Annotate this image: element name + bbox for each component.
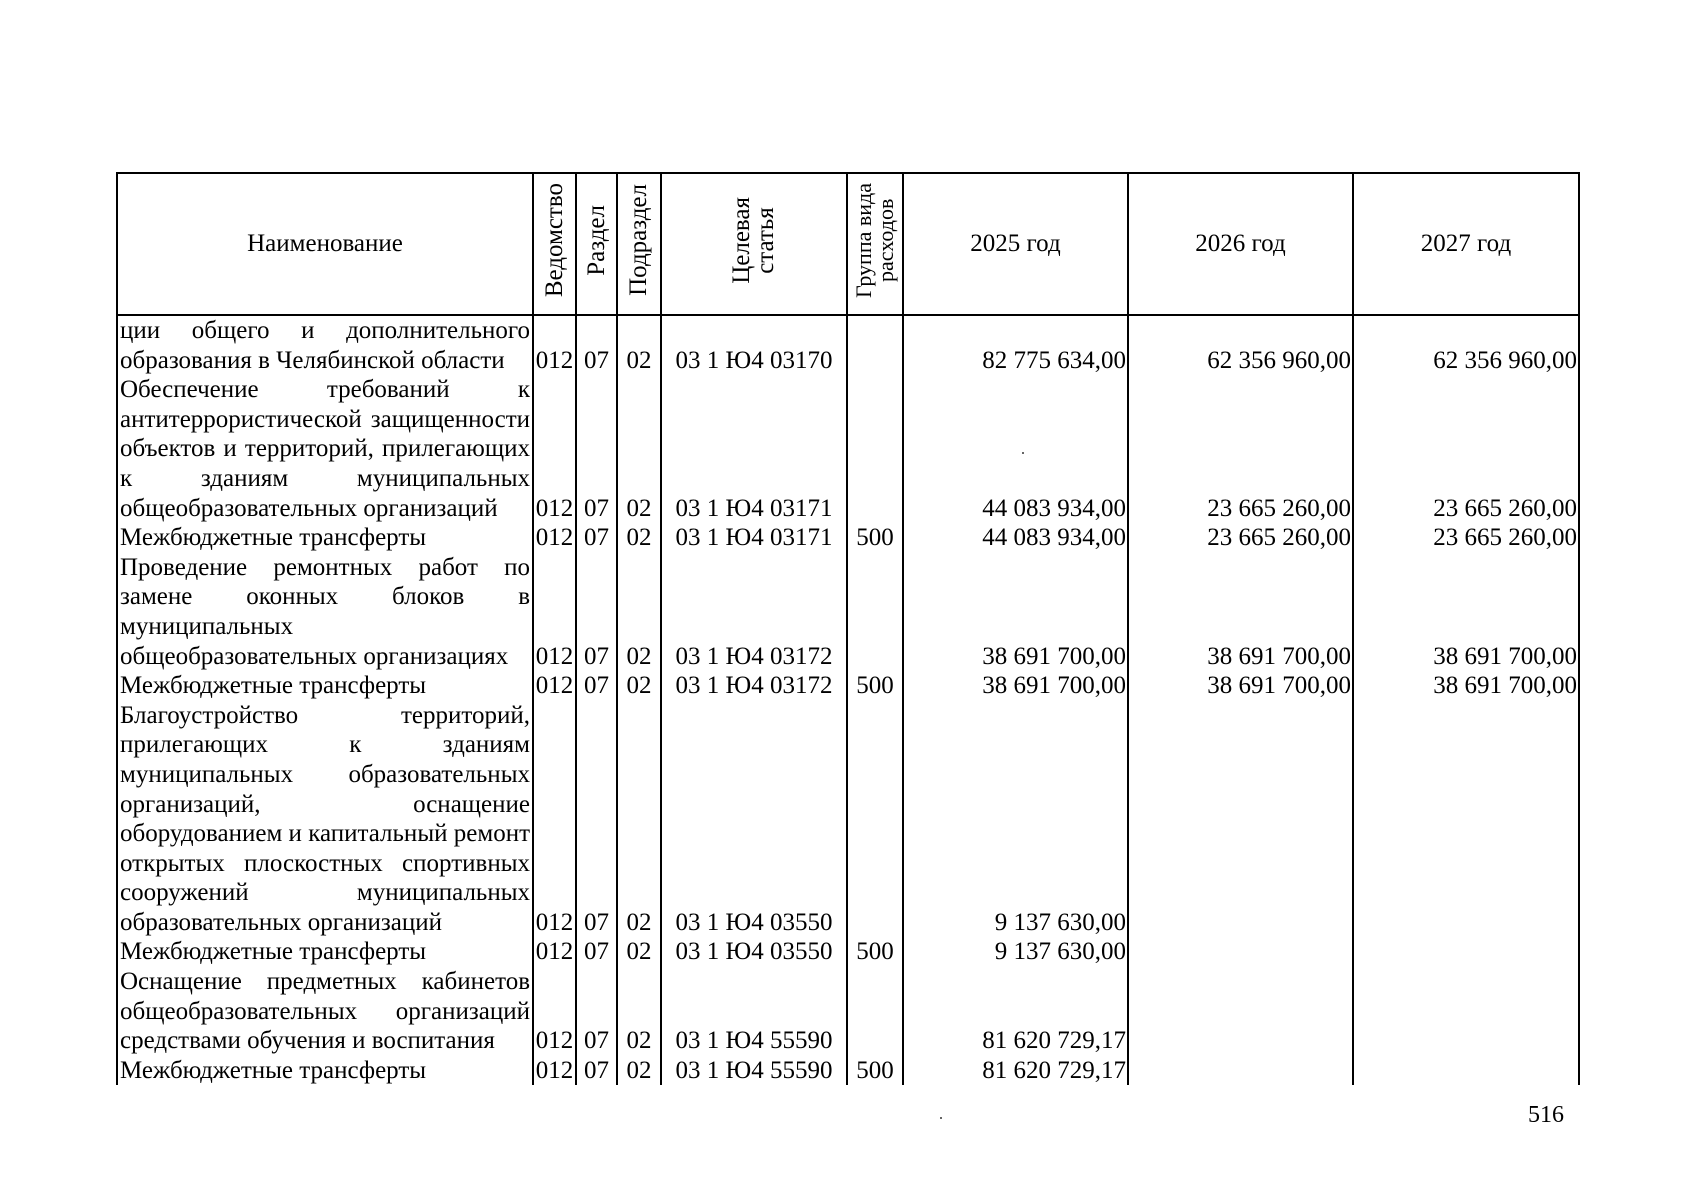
row-value-2027: 62 356 960,00 <box>1433 346 1577 374</box>
table-row <box>117 937 1579 967</box>
row-name: Межбюджетные трансферты <box>120 938 427 966</box>
row-name: Благоустройство территорий, прилегающих к зданиям муниципальных образовательных организаций, оснащение оборудованием и капитальный ремонт открытых плоскостных спортивных сооружений муниципальных образовательных организаций <box>120 701 530 936</box>
header-row <box>117 173 1579 315</box>
cell-podrazdel <box>617 937 661 967</box>
header-target-line2: статья <box>752 206 779 274</box>
row-value-2025: 82 775 634,00 <box>982 346 1126 374</box>
header-year-2025 <box>903 173 1128 315</box>
row-razdel: 07 <box>584 346 609 374</box>
row-value-2025: 38 691 700,00 <box>982 672 1126 700</box>
cell-vedomstvo <box>533 375 576 523</box>
row-podrazdel: 02 <box>626 494 652 522</box>
row-target-article: 03 1 Ю4 03170 <box>675 346 833 374</box>
row-podrazdel: 02 <box>626 1056 652 1084</box>
cell-expense-group <box>847 375 903 523</box>
row-value-2025: 44 083 934,00 <box>982 494 1126 522</box>
cell-podrazdel <box>617 671 661 701</box>
cell-2027 <box>1353 375 1579 523</box>
cell-name <box>117 1056 533 1086</box>
row-value-2025: 81 620 729,17 <box>982 1056 1126 1084</box>
cell-target-article <box>661 967 847 1056</box>
header-podrazdel-label: Подраздел <box>625 184 652 297</box>
table-row <box>117 671 1579 701</box>
cell-2025 <box>903 1056 1128 1086</box>
header-vedomstvo <box>533 173 576 315</box>
scan-dot <box>1022 452 1024 454</box>
cell-podrazdel <box>617 553 661 671</box>
row-value-2025: 9 137 630,00 <box>994 938 1126 966</box>
row-vedomstvo: 012 <box>535 908 574 936</box>
cell-2027 <box>1353 671 1579 701</box>
row-value-2025: 44 083 934,00 <box>982 524 1126 552</box>
cell-2026 <box>1128 671 1353 701</box>
cell-expense-group <box>847 937 903 967</box>
cell-2026 <box>1128 523 1353 553</box>
cell-target-article <box>661 553 847 671</box>
table-row <box>117 553 1579 671</box>
cell-razdel <box>576 1056 617 1086</box>
row-value-2027: 23 665 260,00 <box>1433 494 1577 522</box>
row-value-2026: 62 356 960,00 <box>1207 346 1351 374</box>
cell-2025 <box>903 523 1128 553</box>
row-name: Обеспечение требований к антитеррористической защищенности объектов и территорий, прилегающих к зданиям муниципальных общеобразовательных организаций <box>120 376 530 522</box>
row-value-2026: 38 691 700,00 <box>1207 642 1351 670</box>
row-podrazdel: 02 <box>626 642 652 670</box>
row-podrazdel: 02 <box>626 908 652 936</box>
cell-vedomstvo <box>533 553 576 671</box>
cell-name <box>117 315 533 375</box>
cell-2026 <box>1128 937 1353 967</box>
header-group-line1: Группа вида <box>851 182 876 298</box>
cell-vedomstvo <box>533 671 576 701</box>
table-row <box>117 375 1579 523</box>
header-year-2027 <box>1353 173 1579 315</box>
row-podrazdel: 02 <box>626 346 652 374</box>
row-value-2025: 38 691 700,00 <box>982 642 1126 670</box>
row-name: Межбюджетные трансферты <box>120 1056 427 1084</box>
cell-2026 <box>1128 1056 1353 1086</box>
cell-expense-group <box>847 967 903 1056</box>
cell-razdel <box>576 937 617 967</box>
cell-2026 <box>1128 315 1353 375</box>
cell-target-article <box>661 937 847 967</box>
row-value-2027: 38 691 700,00 <box>1433 672 1577 700</box>
header-target-article <box>661 173 847 315</box>
cell-2027 <box>1353 315 1579 375</box>
cell-podrazdel <box>617 701 661 938</box>
cell-2027 <box>1353 1056 1579 1086</box>
row-target-article: 03 1 Ю4 03550 <box>675 938 833 966</box>
table-row <box>117 967 1579 1056</box>
row-vedomstvo: 012 <box>535 1027 574 1055</box>
table-body <box>117 315 1579 1085</box>
row-value-2027: 23 665 260,00 <box>1433 524 1577 552</box>
header-target-article-label <box>730 197 778 284</box>
cell-name <box>117 523 533 553</box>
cell-2025 <box>903 701 1128 938</box>
row-target-article: 03 1 Ю4 55590 <box>675 1056 833 1084</box>
row-name: Проведение ремонтных работ по замене оконных блоков в муниципальных общеобразовательных организациях <box>120 553 530 670</box>
header-vedomstvo-label: Ведомство <box>540 183 568 298</box>
cell-2025 <box>903 937 1128 967</box>
row-expense-group: 500 <box>856 524 894 552</box>
cell-expense-group <box>847 701 903 938</box>
cell-name <box>117 967 533 1056</box>
cell-razdel <box>576 701 617 938</box>
cell-2025 <box>903 967 1128 1056</box>
header-podrazdel <box>617 173 661 315</box>
row-name: Межбюджетные трансферты <box>120 672 427 700</box>
header-year-2026-label: 2026 год <box>1195 230 1286 258</box>
row-vedomstvo: 012 <box>535 524 574 552</box>
cell-2027 <box>1353 937 1579 967</box>
row-razdel: 07 <box>584 1056 609 1084</box>
row-vedomstvo: 012 <box>535 642 574 670</box>
row-name: ции общего и дополнительного образования в Челябинской области <box>120 317 530 374</box>
header-razdel <box>576 173 617 315</box>
cell-2026 <box>1128 967 1353 1056</box>
row-value-2026: 38 691 700,00 <box>1207 672 1351 700</box>
cell-vedomstvo <box>533 937 576 967</box>
header-razdel-label: Раздел <box>582 204 610 276</box>
cell-vedomstvo <box>533 523 576 553</box>
scan-dot <box>940 1117 942 1119</box>
row-value-2025: 9 137 630,00 <box>994 908 1126 936</box>
row-expense-group: 500 <box>856 938 894 966</box>
header-year-2027-label: 2027 год <box>1420 230 1512 258</box>
cell-name <box>117 937 533 967</box>
cell-vedomstvo <box>533 315 576 375</box>
cell-podrazdel <box>617 523 661 553</box>
cell-podrazdel <box>617 967 661 1056</box>
cell-2026 <box>1128 701 1353 938</box>
row-target-article: 03 1 Ю4 03550 <box>675 908 833 936</box>
row-vedomstvo: 012 <box>535 938 574 966</box>
cell-vedomstvo <box>533 1056 576 1086</box>
budget-table <box>116 172 1580 1085</box>
cell-razdel <box>576 315 617 375</box>
cell-2027 <box>1353 701 1579 938</box>
row-expense-group: 500 <box>856 672 894 700</box>
row-expense-group: 500 <box>856 1056 894 1084</box>
cell-2027 <box>1353 553 1579 671</box>
row-razdel: 07 <box>584 938 609 966</box>
row-value-2025: 81 620 729,17 <box>982 1027 1126 1055</box>
row-podrazdel: 02 <box>626 524 652 552</box>
cell-razdel <box>576 671 617 701</box>
cell-expense-group <box>847 553 903 671</box>
cell-name <box>117 553 533 671</box>
cell-expense-group <box>847 1056 903 1086</box>
cell-2026 <box>1128 375 1353 523</box>
cell-2027 <box>1353 967 1579 1056</box>
header-expense-group <box>847 173 903 315</box>
cell-2025 <box>903 315 1128 375</box>
row-value-2027: 38 691 700,00 <box>1433 642 1577 670</box>
cell-2025 <box>903 375 1128 523</box>
cell-target-article <box>661 375 847 523</box>
header-target-line1: Целевая <box>728 196 755 284</box>
row-vedomstvo: 012 <box>535 1056 574 1084</box>
cell-vedomstvo <box>533 967 576 1056</box>
header-group-line2: расходов <box>873 198 898 282</box>
row-razdel: 07 <box>584 642 609 670</box>
header-year-2026 <box>1128 173 1353 315</box>
cell-razdel <box>576 553 617 671</box>
cell-name <box>117 375 533 523</box>
row-razdel: 07 <box>584 1027 609 1055</box>
row-vedomstvo: 012 <box>535 672 574 700</box>
header-year-2025-label: 2025 год <box>970 230 1061 258</box>
row-target-article: 03 1 Ю4 03172 <box>675 642 833 670</box>
row-value-2026: 23 665 260,00 <box>1207 494 1351 522</box>
cell-name <box>117 671 533 701</box>
header-expense-group-label <box>853 183 897 298</box>
row-target-article: 03 1 Ю4 03172 <box>675 672 833 700</box>
row-razdel: 07 <box>584 494 609 522</box>
cell-expense-group <box>847 315 903 375</box>
table-row <box>117 315 1579 375</box>
table-row <box>117 1056 1579 1086</box>
cell-expense-group <box>847 671 903 701</box>
row-value-2026: 23 665 260,00 <box>1207 524 1351 552</box>
cell-target-article <box>661 671 847 701</box>
row-target-article: 03 1 Ю4 03171 <box>675 524 833 552</box>
cell-2025 <box>903 553 1128 671</box>
row-vedomstvo: 012 <box>535 346 574 374</box>
row-razdel: 07 <box>584 908 609 936</box>
cell-target-article <box>661 701 847 938</box>
cell-razdel <box>576 523 617 553</box>
row-name: Оснащение предметных кабинетов общеобразовательных организаций средствами обучения и воспитания <box>120 968 530 1055</box>
header-name <box>117 173 533 315</box>
row-podrazdel: 02 <box>626 1027 652 1055</box>
cell-vedomstvo <box>533 701 576 938</box>
header-name-label: Наименование <box>247 230 403 258</box>
row-razdel: 07 <box>584 524 609 552</box>
cell-expense-group <box>847 523 903 553</box>
cell-razdel <box>576 375 617 523</box>
row-podrazdel: 02 <box>626 672 652 700</box>
cell-podrazdel <box>617 375 661 523</box>
cell-target-article <box>661 523 847 553</box>
cell-target-article <box>661 1056 847 1086</box>
row-razdel: 07 <box>584 672 609 700</box>
cell-razdel <box>576 967 617 1056</box>
row-name: Межбюджетные трансферты <box>120 524 427 552</box>
cell-target-article <box>661 315 847 375</box>
row-vedomstvo: 012 <box>535 494 574 522</box>
cell-podrazdel <box>617 315 661 375</box>
row-target-article: 03 1 Ю4 55590 <box>675 1027 833 1055</box>
cell-2027 <box>1353 523 1579 553</box>
row-podrazdel: 02 <box>626 938 652 966</box>
page-number: 516 <box>1528 1102 1564 1128</box>
cell-2025 <box>903 671 1128 701</box>
cell-name <box>117 701 533 938</box>
row-target-article: 03 1 Ю4 03171 <box>675 494 833 522</box>
table-row <box>117 523 1579 553</box>
cell-podrazdel <box>617 1056 661 1086</box>
cell-2026 <box>1128 553 1353 671</box>
table-row <box>117 701 1579 938</box>
